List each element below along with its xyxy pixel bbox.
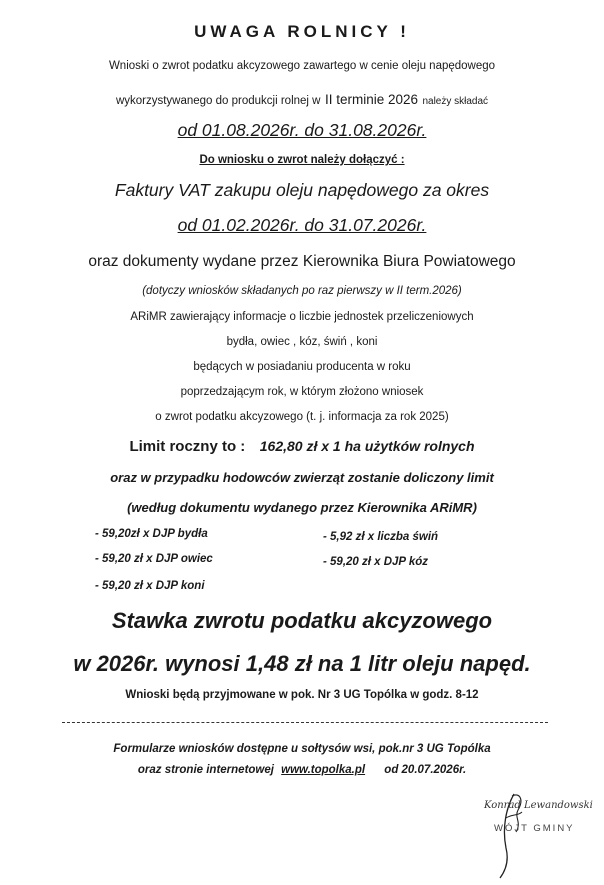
attach-header: Do wniosku o zwrot należy dołączyć : — [199, 154, 405, 166]
forms-line-2-start: oraz stronie internetowej — [137, 764, 274, 776]
rate-line-2: w 2026r. wynosi 1,48 zł na 1 litr oleju napęd. — [73, 651, 531, 676]
intro-line-2-end: należy składać — [422, 96, 489, 107]
arimr-line-3: będących w posiadaniu producenta w roku — [193, 361, 411, 373]
signature-block — [476, 788, 596, 883]
dashed-divider — [62, 722, 548, 723]
intro-line-2-term: II terminie 2026 — [324, 92, 418, 107]
forms-line-2-date: od 20.07.2026r. — [384, 764, 467, 776]
limit-item-cattle: - 59,20zł x DJP bydła — [95, 528, 208, 540]
submit-period: od 01.08.2026r. do 31.08.2026r. — [177, 120, 427, 140]
intro-line-2 — [0, 91, 604, 109]
forms-line-2 — [0, 764, 604, 776]
limit-item-horses: - 59,20 zł x DJP koni — [95, 580, 205, 592]
limit-line — [0, 438, 604, 456]
docs-note: (dotyczy wniosków składanych po raz pierwszy w II term.2026) — [142, 285, 462, 297]
signature-role: WÓJT GMINY — [494, 823, 575, 834]
arimr-line-1: ARiMR zawierający informacje o liczbie jednostek przeliczeniowych — [130, 311, 474, 323]
intro-line-1: Wnioski o zwrot podatku akcyzowego zawartego w cenie oleju napędowego — [108, 60, 496, 72]
limit-label: Limit roczny to : — [129, 438, 246, 455]
accepted-line: Wnioski będą przyjmowane w pok. Nr 3 UG Topólka w godz. 8-12 — [125, 689, 479, 701]
intro-line-2-start: wykorzystywanego do produkcji rolnej w — [115, 95, 321, 107]
limit-item-pigs: - 5,92 zł x liczba świń — [323, 531, 439, 543]
limit-item-goats: - 59,20 zł x DJP kóz — [323, 556, 429, 568]
breeders-line: oraz w przypadku hodowców zwierząt zostanie doliczony limit — [110, 470, 494, 485]
breeders-note: (według dokumentu wydanego przez Kierownika ARiMR) — [127, 500, 477, 515]
arimr-line-5: o zwrot podatku akcyzowego (t. j. informacja za rok 2025) — [155, 411, 449, 423]
docs-line: oraz dokumenty wydane przez Kierownika Biura Powiatowego — [88, 253, 516, 270]
limit-item-sheep: - 59,20 zł x DJP owiec — [95, 553, 213, 565]
invoices-line: Faktury VAT zakupu oleju napędowego za okres — [114, 180, 490, 200]
invoices-period: od 01.02.2026r. do 31.07.2026r. — [177, 215, 427, 235]
arimr-line-2: bydła, owiec , kóz, świń , koni — [226, 336, 378, 348]
arimr-line-4: poprzedzającym rok, w którym złożono wniosek — [180, 386, 424, 398]
page-title: UWAGA ROLNICY ! — [194, 22, 410, 41]
rate-line-1: Stawka zwrotu podatku akcyzowego — [111, 608, 493, 633]
website-link[interactable]: www.topolka.pl — [281, 764, 366, 776]
forms-line-1: Formularze wniosków dostępne u sołtysów wsi, pok.nr 3 UG Topólka — [113, 743, 491, 755]
limit-value: 162,80 zł x 1 ha użytków rolnych — [259, 438, 475, 454]
signature-name: Konrad Lewandowski — [484, 800, 593, 811]
